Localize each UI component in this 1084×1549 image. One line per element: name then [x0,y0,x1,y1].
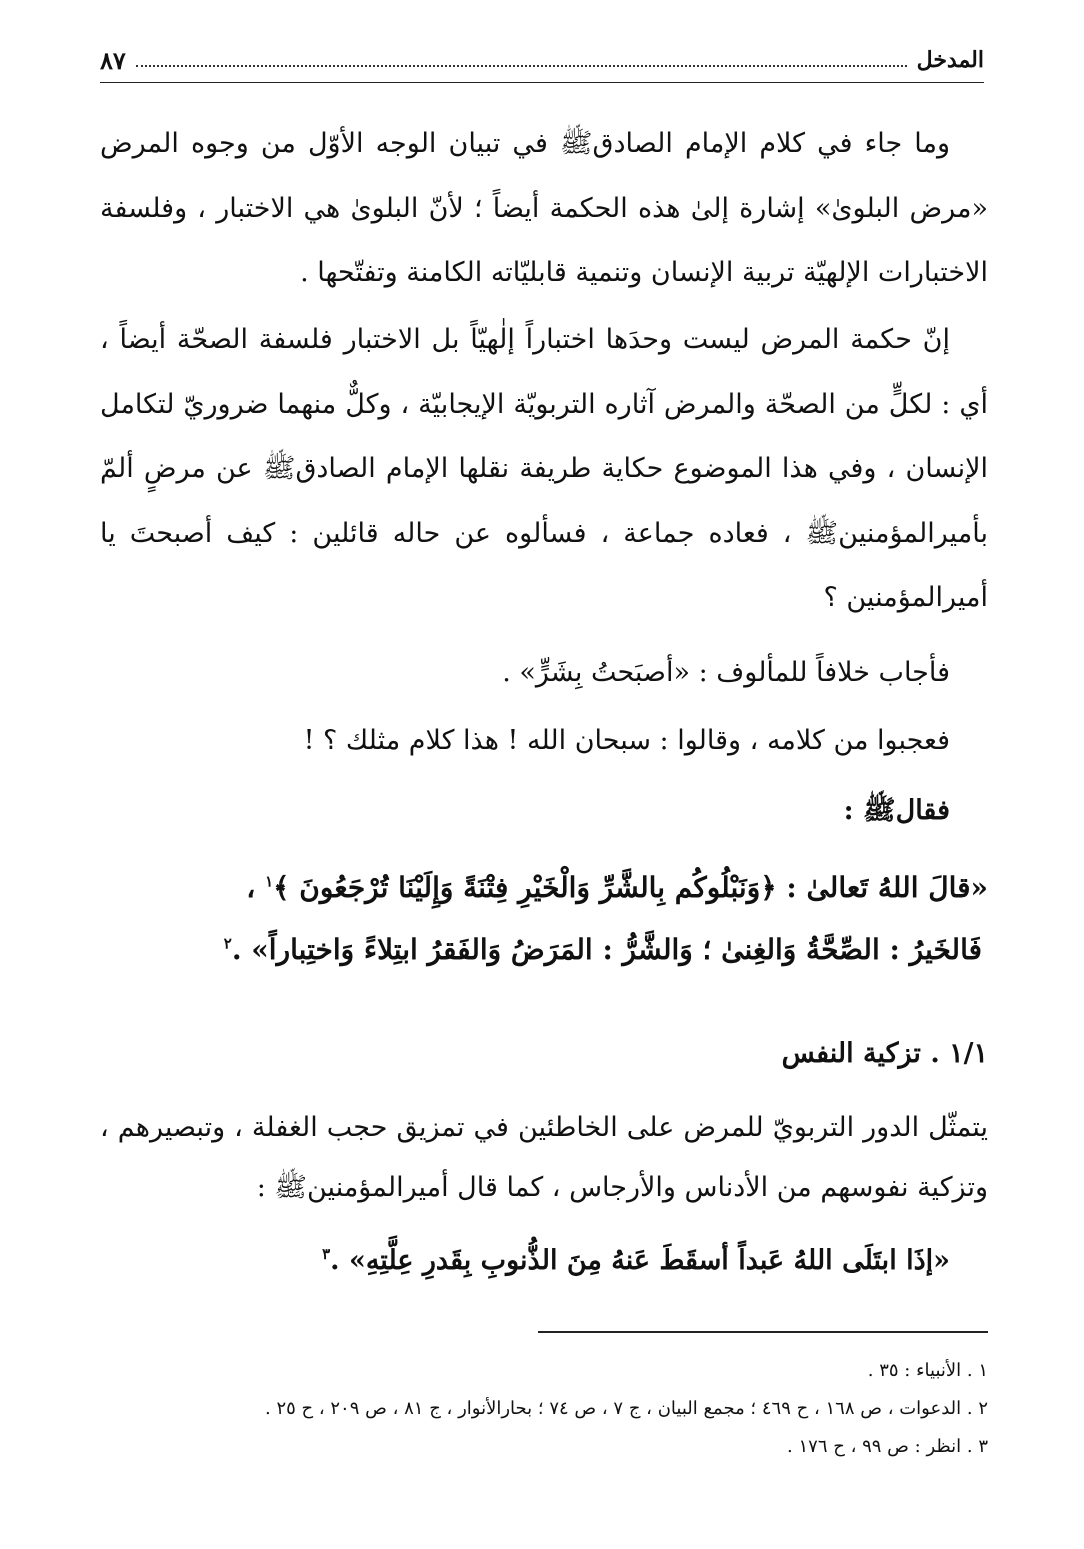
footnote-separator [538,1331,988,1333]
quote-line-1 [100,857,988,919]
quote-line-2-text: فَالخَيرُ : الصِّحَّةُ وَالغِنىٰ ؛ وَالشَّرُّ : المَرَضُ وَالفَقرُ ابتِلاءً وَاختِباراً» . [231,933,982,966]
paragraph-5: فقالﷺ : [843,795,950,826]
running-header [100,38,984,83]
footnote-ref-1: ١ [265,872,274,891]
paragraph-text: وما جاء في كلام الإمام الصادقﷺ في تبيان الوجه الأوّل من وجوه المرض «مرض البلوىٰ» إشارة إلىٰ هذه الحكمة أيضاً ؛ لأنّ البلوىٰ هي الاختبار ، وفلسفة الاختبارات الإلهيّة تربية الإنسان وتنمية قابليّاته الكامنة وتفتّحها . [100,128,988,288]
paragraph-4: فعجبوا من كلامه ، وقالوا : سبحان الله ! هذا كلام مثلك ؟ ! [303,725,950,756]
footnote-2: ٢ . الدعوات ، ص ١٦٨ ، ح ٤٦٩ ؛ مجمع البيان ، ج ٧ ، ص ٧٤ ؛ بحارالأنوار ، ج ٨١ ، ص ٢٠٩ ، ح ٢٥ . [264,1398,988,1419]
paragraph-3: فأجاب خلافاً للمألوف : «أصبَحتُ بِشَرٍّ» . [502,657,950,688]
quote-2-text: «إذَا ابتَلَى اللهُ عَبداً أسقَطَ عَنهُ مِنَ الذُّنوبِ بِقَدرِ عِلَّتِهِ» . [330,1245,950,1276]
header-section-title: المدخل [916,47,984,73]
footnote-ref-2: ٢ [223,934,232,953]
paragraph-text: يتمثّل الدور التربويّ للمرض على الخاطئين في تمزيق حجب الغفلة ، وتبصيرهم ، وتزكية نفوسهم من الأدناس والأرجاس ، كما قال أميرالمؤمنينﷺ : [100,1112,988,1203]
paragraph-6 [100,1098,988,1218]
footnote-ref-3: ٣ [322,1245,331,1263]
paragraph-text: إنّ حكمة المرض ليست وحدَها اختباراً إلٰهيّاً بل الاختبار فلسفة الصحّة أيضاً ، أي : لكلٍّ من الصحّة والمرض آثاره التربويّة الإيجابيّة ، وكلٌّ منهما ضروريّ لتكامل الإنسان ، وفي هذا الموضوع حكاية طريفة نقلها الإمام الصادقﷺ عن مرضٍ ألمّ بأميرالمؤمنينﷺ ، فعاده جماعة ، فسألوه عن حاله قائلين : كيف أصبحتَ يا أميرالمؤمنين ؟ [100,324,988,613]
hadith-quote-2 [100,1236,988,1286]
hadith-quote-1 [100,857,988,981]
footnotes [100,1352,988,1466]
paragraph-2 [100,308,988,631]
footnote-1: ١ . الأنبياء : ٣٥ . [867,1360,988,1381]
quote-line-1-text: «قالَ اللهُ تَعالىٰ : ﴿وَنَبْلُوكُم بِالشَّرِّ وَالْخَيْرِ فِتْنَةً وَإِلَيْنَا تُرْجَعُونَ ﴾ [273,871,988,904]
header-leader-dots [136,65,907,67]
footnote-3: ٣ . انظر : ص ٩٩ ، ح ١٧٦ . [787,1436,988,1457]
paragraph-1 [100,112,988,306]
quote-line-1-end: ، [246,871,266,904]
section-heading: ١/١ . تزكية النفس [781,1038,988,1069]
page-number: ٨٧ [100,45,126,75]
quote-line-2 [100,919,988,981]
